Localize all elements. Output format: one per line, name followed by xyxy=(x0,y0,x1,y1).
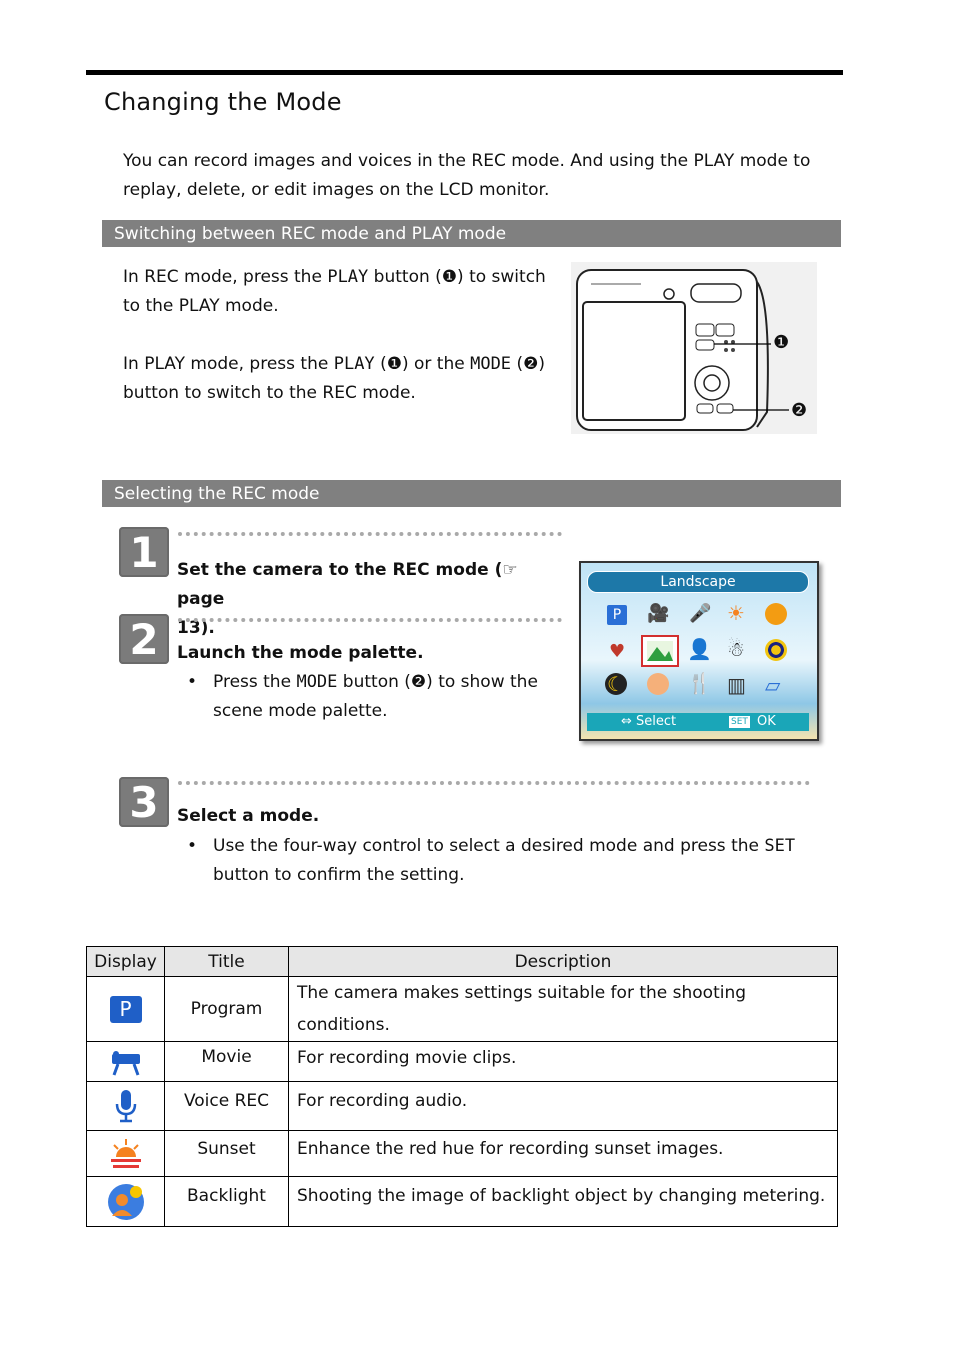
kids-icon xyxy=(647,673,669,695)
col-header-title: Title xyxy=(165,947,289,977)
table-row xyxy=(87,1177,838,1227)
page-title: Changing the Mode xyxy=(104,88,342,116)
landscape-icon-selected xyxy=(641,635,679,667)
mode-title: Backlight xyxy=(165,1177,289,1227)
set-button-label: SET xyxy=(764,836,796,856)
step-2-number: 2 xyxy=(119,614,169,664)
table-row xyxy=(87,1042,838,1082)
microphone-icon: 🎤 xyxy=(689,603,712,624)
microphone-icon xyxy=(112,1088,140,1124)
switch-instructions: In REC mode, press the PLAY button (❶) to switch to the PLAY mode. In PLAY mode, press the PLAY (❶) or the MODE (❷) button to switch to the REC mode. xyxy=(123,267,546,403)
portrait-heart-icon: ♥ xyxy=(609,641,626,662)
play-button-label: PLAY xyxy=(327,267,369,287)
step-1-title: Set the camera to the REC mode (☞page 13). xyxy=(177,560,518,638)
food-icon: 🍴 xyxy=(687,671,712,695)
step-divider xyxy=(178,618,562,622)
backlight-icon xyxy=(765,603,787,625)
mode-description: For recording audio. xyxy=(289,1082,838,1131)
sunset-icon xyxy=(108,1137,144,1171)
mode-table xyxy=(86,946,838,1227)
step-2-bullet: • Press the MODE button (❷) to show the scene mode palette. xyxy=(187,672,538,721)
mode-description: The camera makes settings suitable for the shooting conditions. xyxy=(289,977,838,1042)
table-row xyxy=(87,977,838,1042)
camera-back-illustration xyxy=(571,262,817,434)
person-icon: 👤 xyxy=(687,637,712,661)
mode-description: Shooting the image of backlight object by changing metering. xyxy=(289,1177,838,1227)
step-3-bullet: • Use the four-way control to select a desired mode and press the SET button to confirm the setting. xyxy=(187,836,796,885)
intro-text: You can record images and voices in the REC mode. And using the PLAY mode to replay, delete, or edit images on the LCD monitor. xyxy=(123,151,811,200)
night-icon: ☾ xyxy=(605,673,627,695)
table-row xyxy=(87,1082,838,1131)
step-divider xyxy=(178,781,810,785)
col-header-display: Display xyxy=(87,947,165,977)
section-heading-rec-mode: Selecting the REC mode xyxy=(102,480,841,507)
snow-icon: ☃ xyxy=(727,637,745,661)
ok-hint: OK xyxy=(757,714,776,729)
callout-2: ❷ xyxy=(791,400,808,421)
mode-title: Sunset xyxy=(165,1131,289,1177)
program-icon: P xyxy=(110,996,142,1023)
backlight-icon xyxy=(106,1182,146,1222)
step-3-title: Select a mode. xyxy=(177,806,320,826)
palette-footer xyxy=(587,713,809,731)
movie-icon: 🎥 xyxy=(647,603,670,624)
callout-1: ❶ xyxy=(773,332,790,353)
step-1-number: 1 xyxy=(119,527,169,577)
program-icon: P xyxy=(607,605,627,625)
mode-description: For recording movie clips. xyxy=(289,1042,838,1082)
mode-button-label: MODE xyxy=(296,672,338,692)
movie-icon xyxy=(108,1048,144,1076)
table-row xyxy=(87,1131,838,1177)
step-divider xyxy=(178,532,562,536)
sunset-icon: ☀ xyxy=(727,601,745,625)
mode-title: Program xyxy=(165,977,289,1042)
set-badge: SET xyxy=(731,717,748,727)
section-heading-switching: Switching between REC mode and PLAY mode xyxy=(102,220,841,247)
mode-title: Movie xyxy=(165,1042,289,1082)
building-icon: ▥ xyxy=(727,673,746,697)
step-3-number: 3 xyxy=(119,777,169,827)
top-rule xyxy=(86,70,843,75)
col-header-description: Description xyxy=(289,947,838,977)
mode-title: Voice REC xyxy=(165,1082,289,1131)
mode-palette-screen xyxy=(579,561,819,741)
play-button-label: PLAY xyxy=(333,354,375,374)
step-2-title: Launch the mode palette. xyxy=(177,643,424,663)
page-reference-icon: ☞ xyxy=(502,560,518,580)
table-header-row xyxy=(87,947,838,977)
mode-button-label: MODE xyxy=(470,354,512,374)
mode-description: Enhance the red hue for recording sunset images. xyxy=(289,1131,838,1177)
select-hint: ⇔ Select xyxy=(621,714,677,729)
fireworks-icon xyxy=(765,639,787,661)
selected-mode-label: Landscape xyxy=(587,571,809,593)
text-icon: ▱ xyxy=(765,673,781,697)
